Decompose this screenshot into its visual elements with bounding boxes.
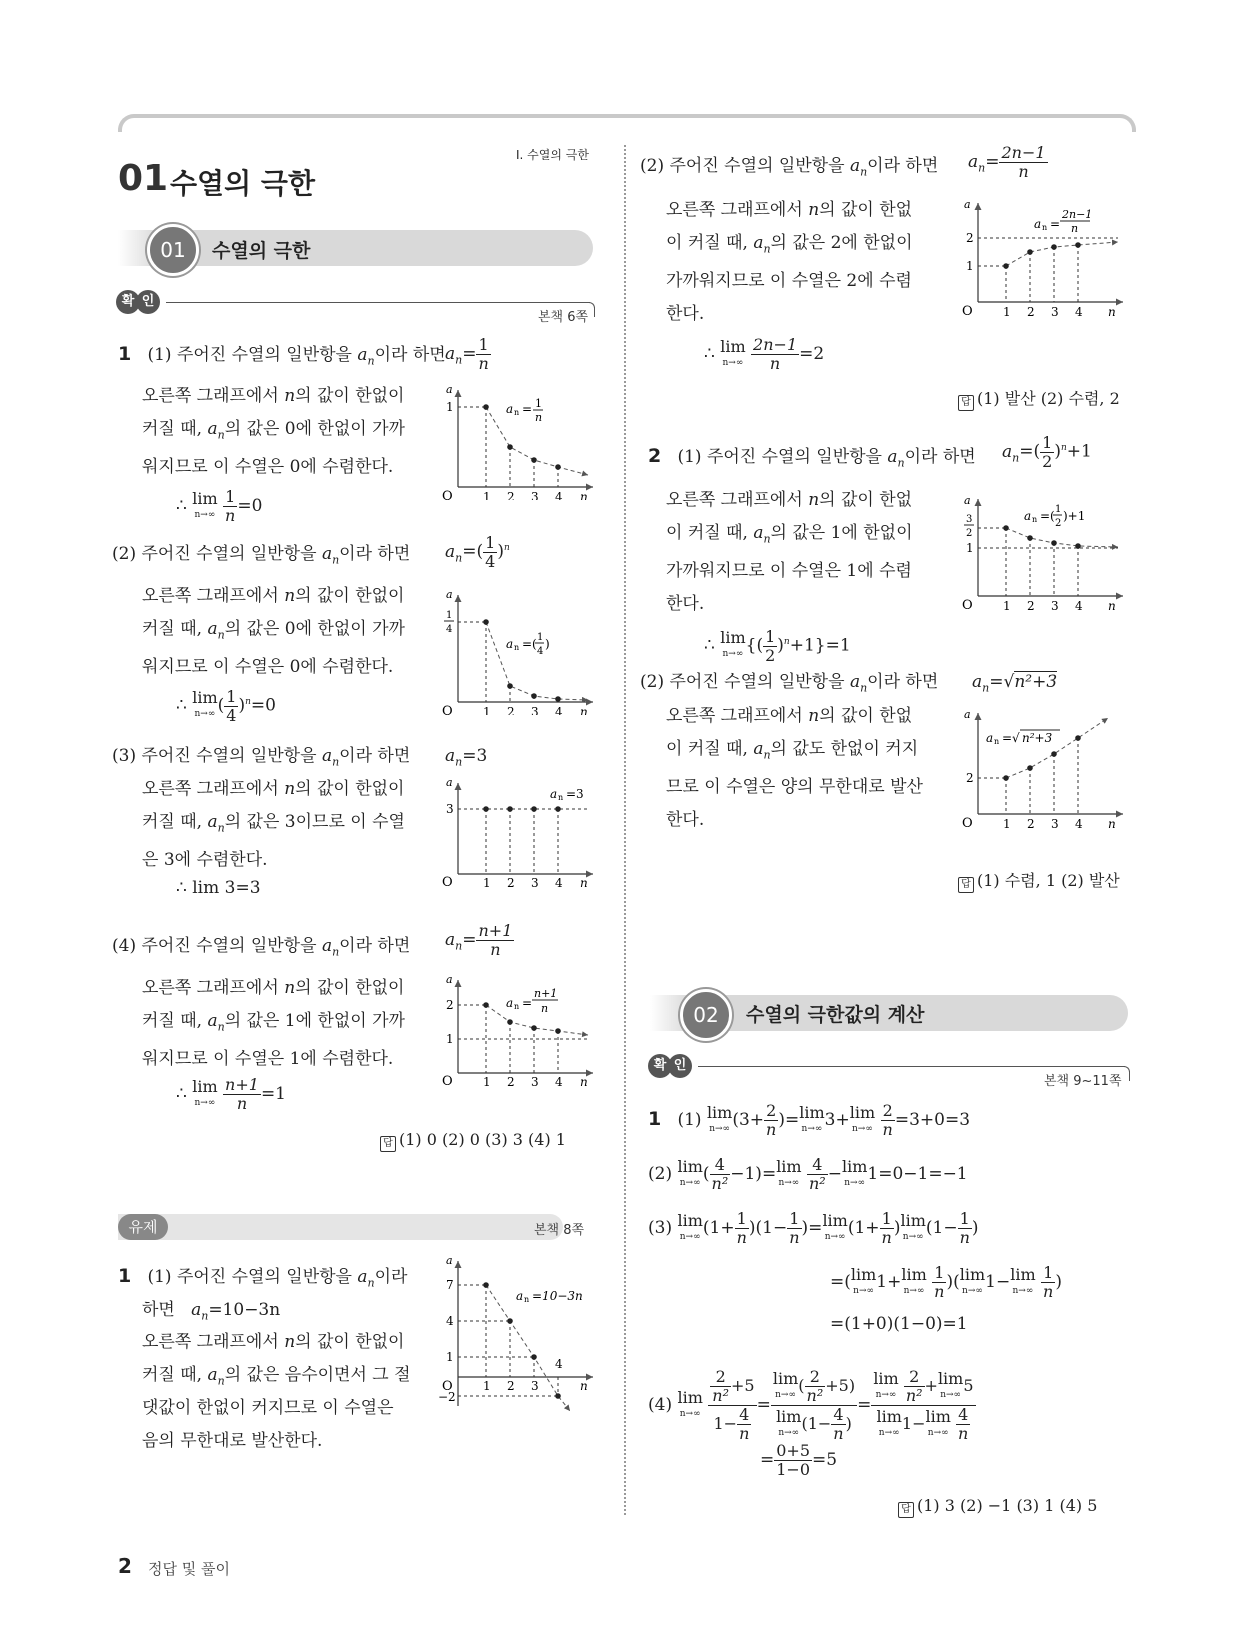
svg-text:n: n	[558, 793, 564, 802]
problem-1d-body: 오른쪽 그래프에서 n의 값이 한없이 커질 때, $a_n$의 값은 1에 한없이 가까 워지므로 이 수열은 1에 수렴한다.	[142, 978, 405, 1070]
result-1d: ∴ lim n→∞ $\frac{n+1}{n}$ =1	[176, 1075, 286, 1113]
section-number-2: 02	[680, 989, 732, 1041]
svg-text:n: n	[580, 876, 588, 888]
svg-text:2: 2	[446, 998, 454, 1012]
page-ref-2: 본책 9~11쪽	[1044, 1074, 1122, 1089]
confirm-badge-2: 확 인	[648, 1054, 698, 1080]
graph-1b	[438, 590, 598, 715]
svg-text:a: a	[506, 996, 514, 1010]
svg-text:3: 3	[1051, 817, 1059, 830]
svg-text:2: 2	[966, 528, 973, 539]
graph-1d	[438, 975, 598, 1087]
svg-text:=: =	[522, 402, 533, 416]
svg-text:=(: =(	[1040, 509, 1055, 523]
svg-text:n: n	[535, 411, 543, 424]
svg-text:3: 3	[531, 1379, 539, 1393]
svg-text:n: n	[580, 490, 588, 500]
svg-text:n: n	[524, 1295, 530, 1304]
result-1b: ∴ lim n→∞ ( $\frac{1}{4}$ )$^n$=0	[176, 686, 276, 725]
svg-text:a: a	[506, 402, 514, 416]
formula-r1b: $a_n=$ $\frac{2n-1}{n}$	[968, 143, 1046, 181]
svg-text:1: 1	[1003, 599, 1011, 613]
problem-r1b-body: 오른쪽 그래프에서 n의 값이 한없 이 커질 때, $a_n$의 값은 2에 한없이 가까워지므로 이 수열은 2에 수렴 한다.	[666, 200, 913, 325]
svg-text:−2: −2	[438, 1390, 456, 1404]
svg-text:2: 2	[507, 705, 515, 715]
chapter-title: 수열의 극한	[170, 167, 315, 200]
formula-1c: $a_n=3$	[445, 746, 488, 769]
answer-s2: 답 (1) 3 (2) −1 (3) 1 (4) 5	[898, 1496, 1097, 1518]
section-title-2: 수열의 극한값의 계산	[746, 1004, 925, 1026]
svg-text:n: n	[514, 643, 520, 652]
svg-text:n: n	[514, 1002, 520, 1011]
problem-1c-intro: (3) 주어진 수열의 일반항을 $a_n$이라 하면	[112, 746, 411, 769]
svg-text:n: n	[580, 1075, 588, 1087]
svg-text:a: a	[446, 1256, 453, 1267]
svg-text:a: a	[446, 778, 453, 789]
svg-text:1: 1	[483, 876, 491, 888]
svg-text:a: a	[986, 731, 994, 745]
svg-text:)+1: )+1	[1063, 509, 1086, 523]
formula-1b: $a_n=$( $\frac{1}{4}$ )$^n$	[445, 532, 510, 571]
svg-text:3: 3	[531, 1075, 539, 1087]
problem-1b-intro: (2) 주어진 수열의 일반항을 $a_n$이라 하면	[112, 544, 411, 567]
problem-2a-intro: 2 (1) 주어진 수열의 일반항을 $a_n$이라 하면	[648, 445, 976, 470]
svg-text:O: O	[442, 1074, 453, 1087]
svg-text:a: a	[446, 385, 453, 396]
svg-text:3: 3	[531, 490, 539, 500]
svg-text:3: 3	[966, 514, 973, 525]
calc-4: (4) lim n→∞ $\frac{2}{\text{n²}}$ +5 1− $\frac{4}{n}$ = lim n→∞ ( $\frac{2}{\text{n²}}$ +5) lim n→∞ (1− $\frac{4}{n}$ ) = lim n→∞ $\frac{2}{\text{n²}}$ + lim n→∞ 5 lim n→∞ 1− lim n→∞ $\frac{4}{n}$	[648, 1367, 974, 1443]
problem-r1b-intro: (2) 주어진 수열의 일반항을 $a_n$이라 하면	[640, 156, 939, 179]
section-title: 수열의 극한	[212, 240, 311, 262]
answer-1: 답 (1) 0 (2) 0 (3) 3 (4) 1	[380, 1130, 566, 1152]
column-divider	[624, 145, 626, 1515]
rule	[166, 302, 590, 303]
svg-text:1: 1	[446, 610, 453, 621]
graph-1c	[438, 778, 598, 888]
svg-text:O: O	[962, 598, 973, 613]
svg-text:1: 1	[446, 1032, 454, 1046]
chapter-ref: Ⅰ. 수열의 극한	[516, 148, 589, 162]
svg-text:=√: =√	[1002, 731, 1020, 745]
svg-text:1: 1	[446, 1350, 454, 1364]
svg-text:a: a	[506, 637, 514, 651]
yuje-bar	[118, 1214, 563, 1240]
svg-text:4: 4	[446, 1314, 454, 1328]
svg-text:O: O	[962, 816, 973, 830]
svg-text:O: O	[442, 489, 453, 500]
svg-text:1: 1	[483, 1379, 491, 1393]
result-r1b: ∴ lim n→∞ $\frac{2n-1}{n}$ =2	[704, 335, 825, 373]
calc-3: (3) lim n→∞ (1+ $\frac{1}{n}$ )(1− $\frac{1}{n}$ )= lim n→∞ (1+ $\frac{1}{n}$ ) lim n→∞ (1− $\frac{1}{n}$ )	[648, 1209, 979, 1247]
calc-1: 1 (1) lim n→∞ (3+ $\frac{2}{n}$ )= lim n→∞ 3+ lim n→∞ $\frac{2}{n}$ =3+0=3	[648, 1101, 971, 1139]
problem-2b-intro: (2) 주어진 수열의 일반항을 $a_n$이라 하면	[640, 672, 939, 695]
yuje-badge: 유제	[118, 1214, 168, 1240]
svg-text:a: a	[964, 494, 971, 507]
svg-text:3: 3	[531, 705, 539, 715]
problem-1d-intro: (4) 주어진 수열의 일반항을 $a_n$이라 하면	[112, 936, 411, 959]
top-frame	[118, 114, 1136, 132]
svg-text:1: 1	[1055, 504, 1062, 515]
svg-text:a: a	[964, 198, 971, 211]
chapter-number: 01	[118, 158, 169, 199]
svg-text:=3: =3	[566, 787, 584, 801]
svg-text:4: 4	[555, 1357, 563, 1371]
svg-text:O: O	[442, 1379, 453, 1394]
svg-text:1: 1	[537, 632, 544, 643]
answer-r1: 답 (1) 발산 (2) 수렴, 2	[958, 386, 1120, 411]
svg-text:2: 2	[1027, 817, 1035, 830]
section-number: 01	[147, 224, 199, 276]
calc-2: (2) lim n→∞ ( $\frac{4}{\text{n²}}$ −1)= lim n→∞ $\frac{4}{\text{n²}}$ − lim n→∞ 1=0−1=−1	[648, 1155, 968, 1193]
graph-2b	[958, 708, 1128, 830]
svg-text:3: 3	[531, 876, 539, 888]
svg-text:1: 1	[966, 259, 974, 273]
svg-text:a: a	[516, 1289, 524, 1303]
svg-text:n: n	[994, 737, 1000, 746]
svg-text:4: 4	[446, 624, 453, 635]
svg-text:2: 2	[507, 876, 515, 888]
svg-text:=(: =(	[522, 637, 537, 651]
svg-text:3: 3	[446, 802, 454, 816]
page-number: 2	[118, 1554, 132, 1578]
svg-text:n: n	[541, 1002, 549, 1015]
svg-text:2: 2	[507, 1379, 515, 1393]
svg-text:3: 3	[1051, 599, 1059, 613]
svg-text:4: 4	[555, 490, 563, 500]
svg-text:4: 4	[1075, 599, 1083, 613]
svg-text:O: O	[442, 875, 453, 888]
svg-text:a: a	[446, 975, 453, 986]
svg-text:1: 1	[483, 705, 491, 715]
svg-text:1: 1	[966, 541, 974, 555]
svg-text:n: n	[1042, 223, 1048, 232]
svg-text:4: 4	[1075, 305, 1083, 319]
svg-text:2: 2	[507, 1075, 515, 1087]
rule-2	[698, 1066, 1125, 1067]
problem-1b-body: 오른쪽 그래프에서 n의 값이 한없이 커질 때, $a_n$의 값은 0에 한없이 가까 워지므로 이 수열은 0에 수렴한다.	[142, 586, 405, 678]
svg-text:2: 2	[1027, 305, 1035, 319]
svg-text:1: 1	[446, 400, 454, 414]
graph-1a	[438, 385, 598, 500]
svg-text:): )	[545, 637, 550, 651]
svg-text:7: 7	[446, 1278, 454, 1292]
graph-r1b	[958, 198, 1128, 320]
svg-text:a: a	[1024, 509, 1032, 523]
problem-1c-body: 오른쪽 그래프에서 n의 값이 한없이 커질 때, $a_n$의 값은 3이므로 이 수열 은 3에 수렴한다.	[142, 779, 405, 871]
svg-text:2: 2	[966, 231, 974, 245]
svg-text:O: O	[442, 704, 453, 715]
svg-text:2: 2	[1055, 518, 1062, 529]
svg-text:1: 1	[1003, 817, 1011, 830]
svg-text:n+1: n+1	[534, 987, 558, 1000]
svg-text:a: a	[964, 708, 971, 721]
svg-text:n: n	[1108, 305, 1116, 319]
svg-text:a: a	[550, 787, 558, 801]
svg-text:4: 4	[537, 646, 544, 657]
svg-text:=: =	[522, 996, 533, 1010]
svg-text:O: O	[962, 304, 973, 319]
svg-text:n: n	[1071, 222, 1079, 235]
svg-text:4: 4	[1075, 817, 1083, 830]
result-1a: ∴ lim n→∞ $\frac{1}{n}$ =0	[176, 487, 263, 525]
svg-text:a: a	[446, 590, 453, 601]
calc-3b: =( lim n→∞ 1+ lim n→∞ $\frac{1}{n}$ )( lim n→∞ 1− lim n→∞ $\frac{1}{n}$ )	[830, 1263, 1062, 1301]
svg-text:n: n	[514, 408, 520, 417]
calc-4b: = $\frac{0+5}{1-0}$ =5	[760, 1441, 838, 1479]
svg-text:1: 1	[483, 490, 491, 500]
yuje-ref: 본책 8쪽	[534, 1223, 585, 1238]
svg-text:2n−1: 2n−1	[1062, 208, 1093, 221]
problem-1a-intro: 1 (1) 주어진 수열의 일반항을 $a_n$이라 하면	[118, 343, 446, 368]
svg-text:a: a	[1034, 217, 1042, 231]
page-ref: 본책 6쪽	[538, 310, 589, 325]
svg-text:4: 4	[555, 876, 563, 888]
svg-text:n: n	[1108, 817, 1116, 830]
formula-1a: $a_n=$ $\frac{1}{n}$	[445, 335, 489, 373]
svg-text:3: 3	[1051, 305, 1059, 319]
answer-2: 답 (1) 수렴, 1 (2) 발산	[958, 868, 1120, 893]
result-2a: ∴ lim n→∞ {( $\frac{1}{2}$ )$^n$+1}=1	[704, 626, 851, 665]
footer-label: 정답 및 풀이	[148, 1560, 230, 1578]
result-1c: ∴ lim 3=3	[176, 878, 261, 898]
svg-text:2: 2	[507, 490, 515, 500]
calc-3c: =(1+0)(1−0)=1	[830, 1314, 968, 1334]
problem-1a-body: 오른쪽 그래프에서 n의 값이 한없이 커질 때, $a_n$의 값은 0에 한없이 가까 워지므로 이 수열은 0에 수렴한다.	[142, 386, 405, 478]
svg-text:n²+3: n²+3	[1022, 731, 1053, 745]
svg-text:n: n	[1108, 599, 1116, 613]
svg-text:2: 2	[966, 771, 974, 785]
formula-2a: $a_n=$( $\frac{1}{2}$ )$^n$+1	[1002, 432, 1092, 471]
svg-text:1: 1	[535, 397, 542, 410]
problem-2a-body: 오른쪽 그래프에서 n의 값이 한없 이 커질 때, $a_n$의 값은 1에 한없이 가까워지므로 이 수열은 1에 수렴 한다.	[666, 490, 913, 615]
svg-text:=: =	[1050, 217, 1061, 231]
confirm-badge: 확 인	[116, 290, 166, 316]
problem-2b-body: 오른쪽 그래프에서 n의 값이 한없 이 커질 때, $a_n$의 값도 한없이 커지 므로 이 수열은 양의 무한대로 발산 한다.	[666, 706, 923, 831]
svg-text:n: n	[1032, 515, 1038, 524]
svg-text:4: 4	[555, 705, 563, 715]
svg-text:1: 1	[1003, 305, 1011, 319]
svg-text:n: n	[580, 705, 588, 715]
svg-text:2: 2	[1027, 599, 1035, 613]
formula-2b: $a_n=√n^2+3$	[972, 672, 1058, 695]
formula-1d: $a_n=$ $\frac{n+1}{n}$	[445, 921, 513, 959]
graph-yuje	[438, 1256, 598, 1418]
svg-text:4: 4	[555, 1075, 563, 1087]
svg-text:1: 1	[483, 1075, 491, 1087]
svg-text:n: n	[580, 1379, 588, 1393]
graph-2a	[958, 494, 1128, 616]
svg-text:=10−3n: =10−3n	[532, 1289, 583, 1303]
